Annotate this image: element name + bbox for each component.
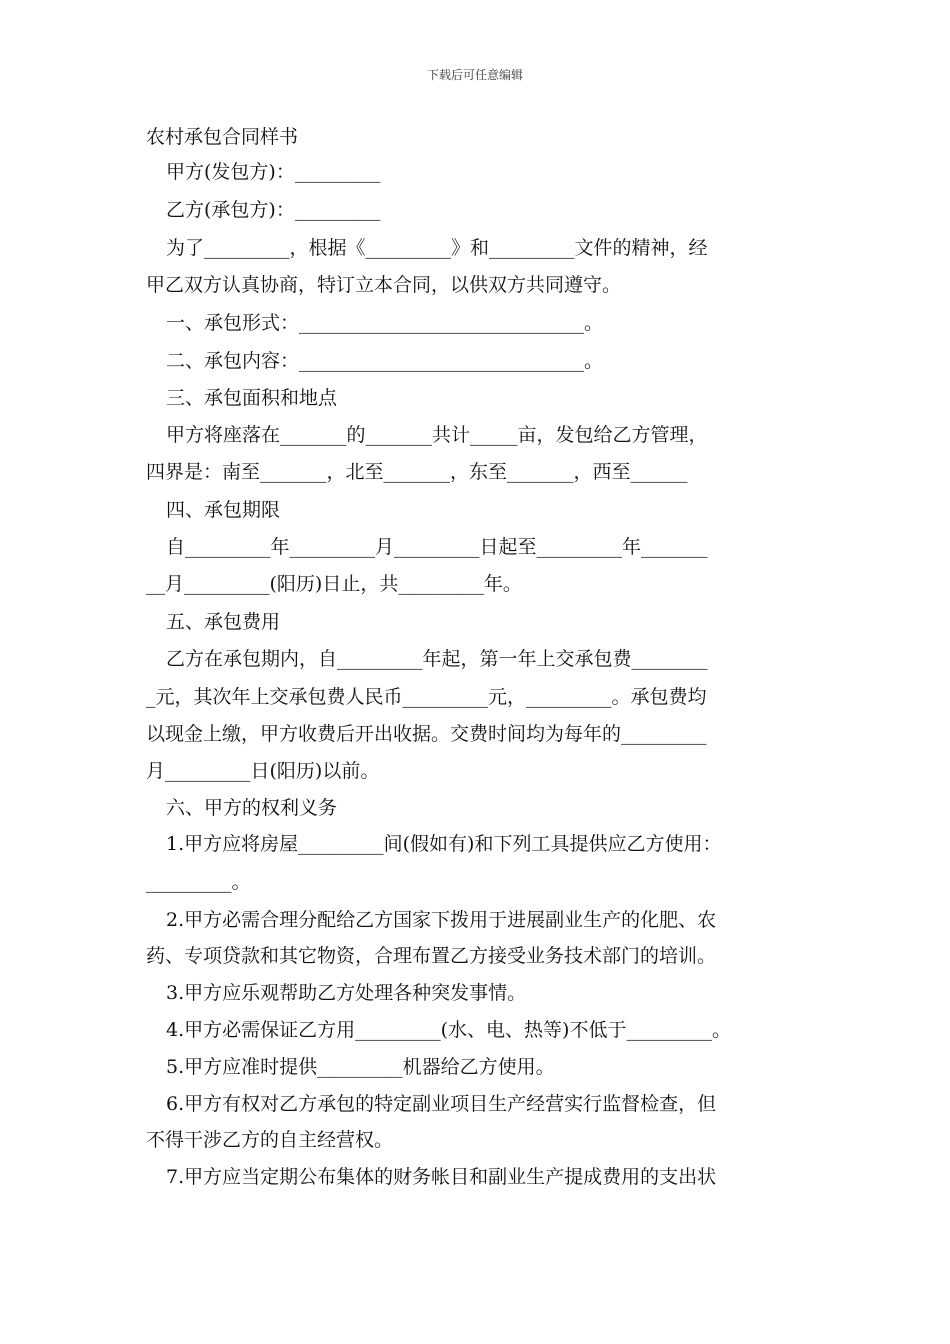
section-heading: 四、承包期限 (166, 499, 281, 521)
paragraph-line: 自_________年_________月_________日起至_________年_______ (166, 536, 708, 558)
clause-line: 6.甲方有权对乙方承包的特定副业项目生产经营实行监督检查，但 (166, 1093, 717, 1115)
clause-line: 5.甲方应准时提供_________机器给乙方使用。 (166, 1056, 555, 1078)
party-b-line: 乙方(承包方)：_________ (166, 199, 381, 221)
paragraph-line: 四界是：南至_______，北至_______，东至_______，西至______ (146, 461, 688, 483)
header-note: 下载后可任意编辑 (426, 68, 523, 82)
paragraph-line: 为了_________，根据《_________》和_________文件的精神，经 (166, 237, 708, 259)
paragraph-line: 月_________日(阳历)以前。 (146, 760, 380, 782)
document-title: 农村承包合同样书 (146, 126, 299, 148)
section-heading: 三、承包面积和地点 (166, 387, 338, 409)
clause-line: 药、专项贷款和其它物资，合理布置乙方接受业务技术部门的培训。 (146, 945, 717, 967)
paragraph-line: 以现金上缴，甲方收费后开出收据。交费时间均为每年的_________ (146, 723, 707, 745)
clause-line: 3.甲方应乐观帮助乙方处理各种突发事情。 (166, 982, 527, 1004)
paragraph-line: 甲乙双方认真协商，特订立本合同，以供双方共同遵守。 (146, 274, 622, 296)
paragraph-line: 甲方将座落在_______的_______共计_____亩，发包给乙方管理， (166, 424, 708, 446)
clause-line: _________。 (146, 871, 251, 893)
party-a-line: 甲方(发包方)：_________ (166, 161, 381, 183)
clause-line: 7.甲方应当定期公布集体的财务帐目和副业生产提成费用的支出状 (166, 1166, 717, 1188)
clause-line: 2.甲方必需合理分配给乙方国家下拨用于进展副业生产的化肥、农 (166, 909, 717, 931)
paragraph-line: _元，其次年上交承包费人民币_________元，_________。承包费均 (146, 686, 707, 708)
clause-line: 不得干涉乙方的自主经营权。 (146, 1129, 394, 1151)
section-heading: 五、承包费用 (166, 611, 281, 633)
paragraph-line: 乙方在承包期内，自_________年起，第一年上交承包费________ (166, 648, 708, 670)
section-heading: 六、甲方的权利义务 (166, 797, 338, 819)
clause-line: 4.甲方必需保证乙方用_________(水、电、热等)不低于_________。 (166, 1019, 731, 1041)
clause-line: 1.甲方应将房屋_________间(假如有)和下列工具提供应乙方使用： (166, 833, 722, 855)
section-heading: 一、承包形式：______________________________。 (166, 312, 604, 334)
section-heading: 二、承包内容：______________________________。 (166, 350, 604, 372)
paragraph-line: __月_________(阳历)日止，共_________年。 (146, 573, 522, 595)
